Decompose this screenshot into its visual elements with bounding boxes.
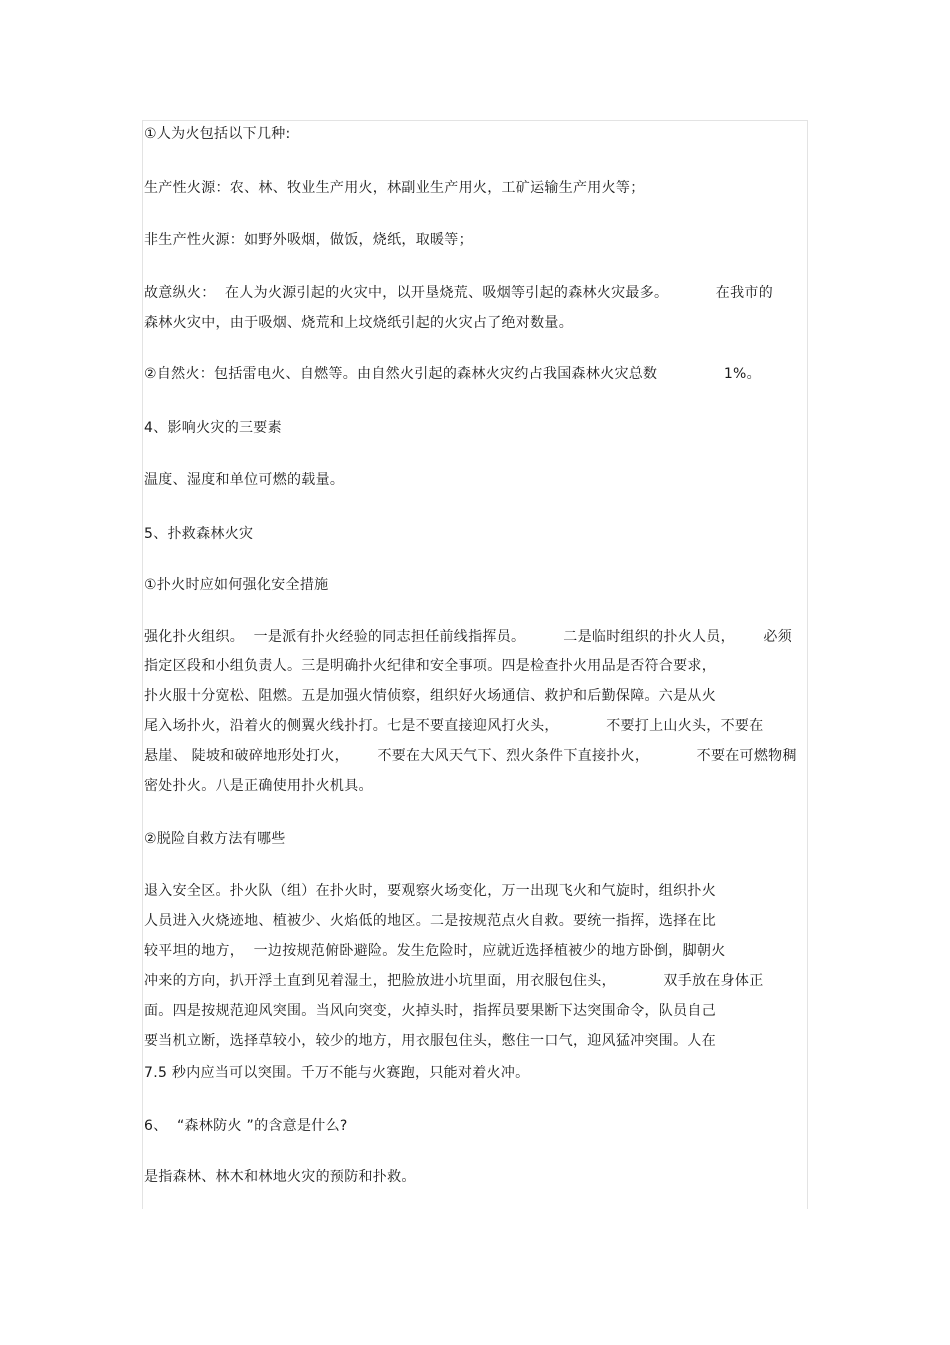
text-line: 面。四是按规范迎风突围。当风向突变，火掉头时，指挥员要果断下达突围命令，队员自己 bbox=[144, 1003, 716, 1019]
section-heading: 4、影响火灾的三要素 bbox=[144, 420, 282, 436]
text-line: 密处扑火。八是正确使用扑火机具。 bbox=[144, 778, 373, 794]
text-line: 人员进入火烧迹地、植被少、火焰低的地区。二是按规范点火自救。要统一指挥，选择在比 bbox=[144, 913, 716, 929]
text-line: 较平坦的地方， 一边按规范俯卧避险。发生危险时，应就近选择植被少的地方卧倒，脚朝火 bbox=[144, 943, 726, 959]
text-line: ②自然火：包括雷电火、自燃等。由自然火引起的森林火灾约占我国森林火灾总数 1%。 bbox=[144, 366, 761, 382]
text-line: 扑火服十分宽松、阻燃。五是加强火情侦察，组织好火场通信、救护和后勤保障。六是从火 bbox=[144, 688, 716, 704]
text-line: 生产性火源：农、林、牧业生产用火，林副业生产用火，工矿运输生产用火等； bbox=[144, 180, 645, 196]
text-line: 尾入场扑火，沿着火的侧翼火线扑打。七是不要直接迎风打火头， 不要打上山火头，不要在 bbox=[144, 718, 764, 734]
text-line: 故意纵火： 在人为火源引起的火灾中，以开垦烧荒、吸烟等引起的森林火灾最多。 在我市的 bbox=[144, 285, 773, 301]
text-line: 非生产性火源：如野外吸烟，做饭，烧纸，取暖等； bbox=[144, 232, 473, 248]
section-heading: 6、 “森林防火 ”的含意是什么? bbox=[144, 1118, 348, 1134]
text-line: 是指森林、林木和林地火灾的预防和扑救。 bbox=[144, 1169, 416, 1185]
text-line: 强化扑火组织。 一是派有扑火经验的同志担任前线指挥员。 二是临时组织的扑火人员， 必须 bbox=[144, 629, 792, 645]
subsection-heading: ①扑火时应如何强化安全措施 bbox=[144, 577, 329, 593]
text-line: 森林火灾中，由于吸烟、烧荒和上坟烧纸引起的火灾占了绝对数量。 bbox=[144, 315, 573, 331]
section-heading: 5、扑救森林火灾 bbox=[144, 526, 254, 542]
subsection-heading: ②脱险自救方法有哪些 bbox=[144, 831, 286, 847]
text-line: 7.5 秒内应当可以突围。千万不能与火赛跑，只能对着火冲。 bbox=[144, 1065, 530, 1081]
text-line: 要当机立断，选择草较小，较少的地方，用衣服包住头，憋住一口气，迎风猛冲突围。人在 bbox=[144, 1033, 716, 1049]
text-line: 退入安全区。扑火队（组）在扑火时，要观察火场变化，万一出现飞火和气旋时，组织扑火 bbox=[144, 883, 716, 899]
text-line: 冲来的方向，扒开浮土直到见着湿土，把脸放进小坑里面，用衣服包住头， 双手放在身体正 bbox=[144, 973, 764, 989]
text-line: ①人为火包括以下几种: bbox=[144, 126, 291, 142]
text-line: 悬崖、 陡坡和破碎地形处打火， 不要在大风天气下、烈火条件下直接扑火， 不要在可燃物稠 bbox=[144, 748, 797, 764]
text-line: 指定区段和小组负责人。三是明确扑火纪律和安全事项。四是检查扑火用品是否符合要求， bbox=[144, 658, 716, 674]
text-line: 温度、湿度和单位可燃的载量。 bbox=[144, 472, 345, 488]
